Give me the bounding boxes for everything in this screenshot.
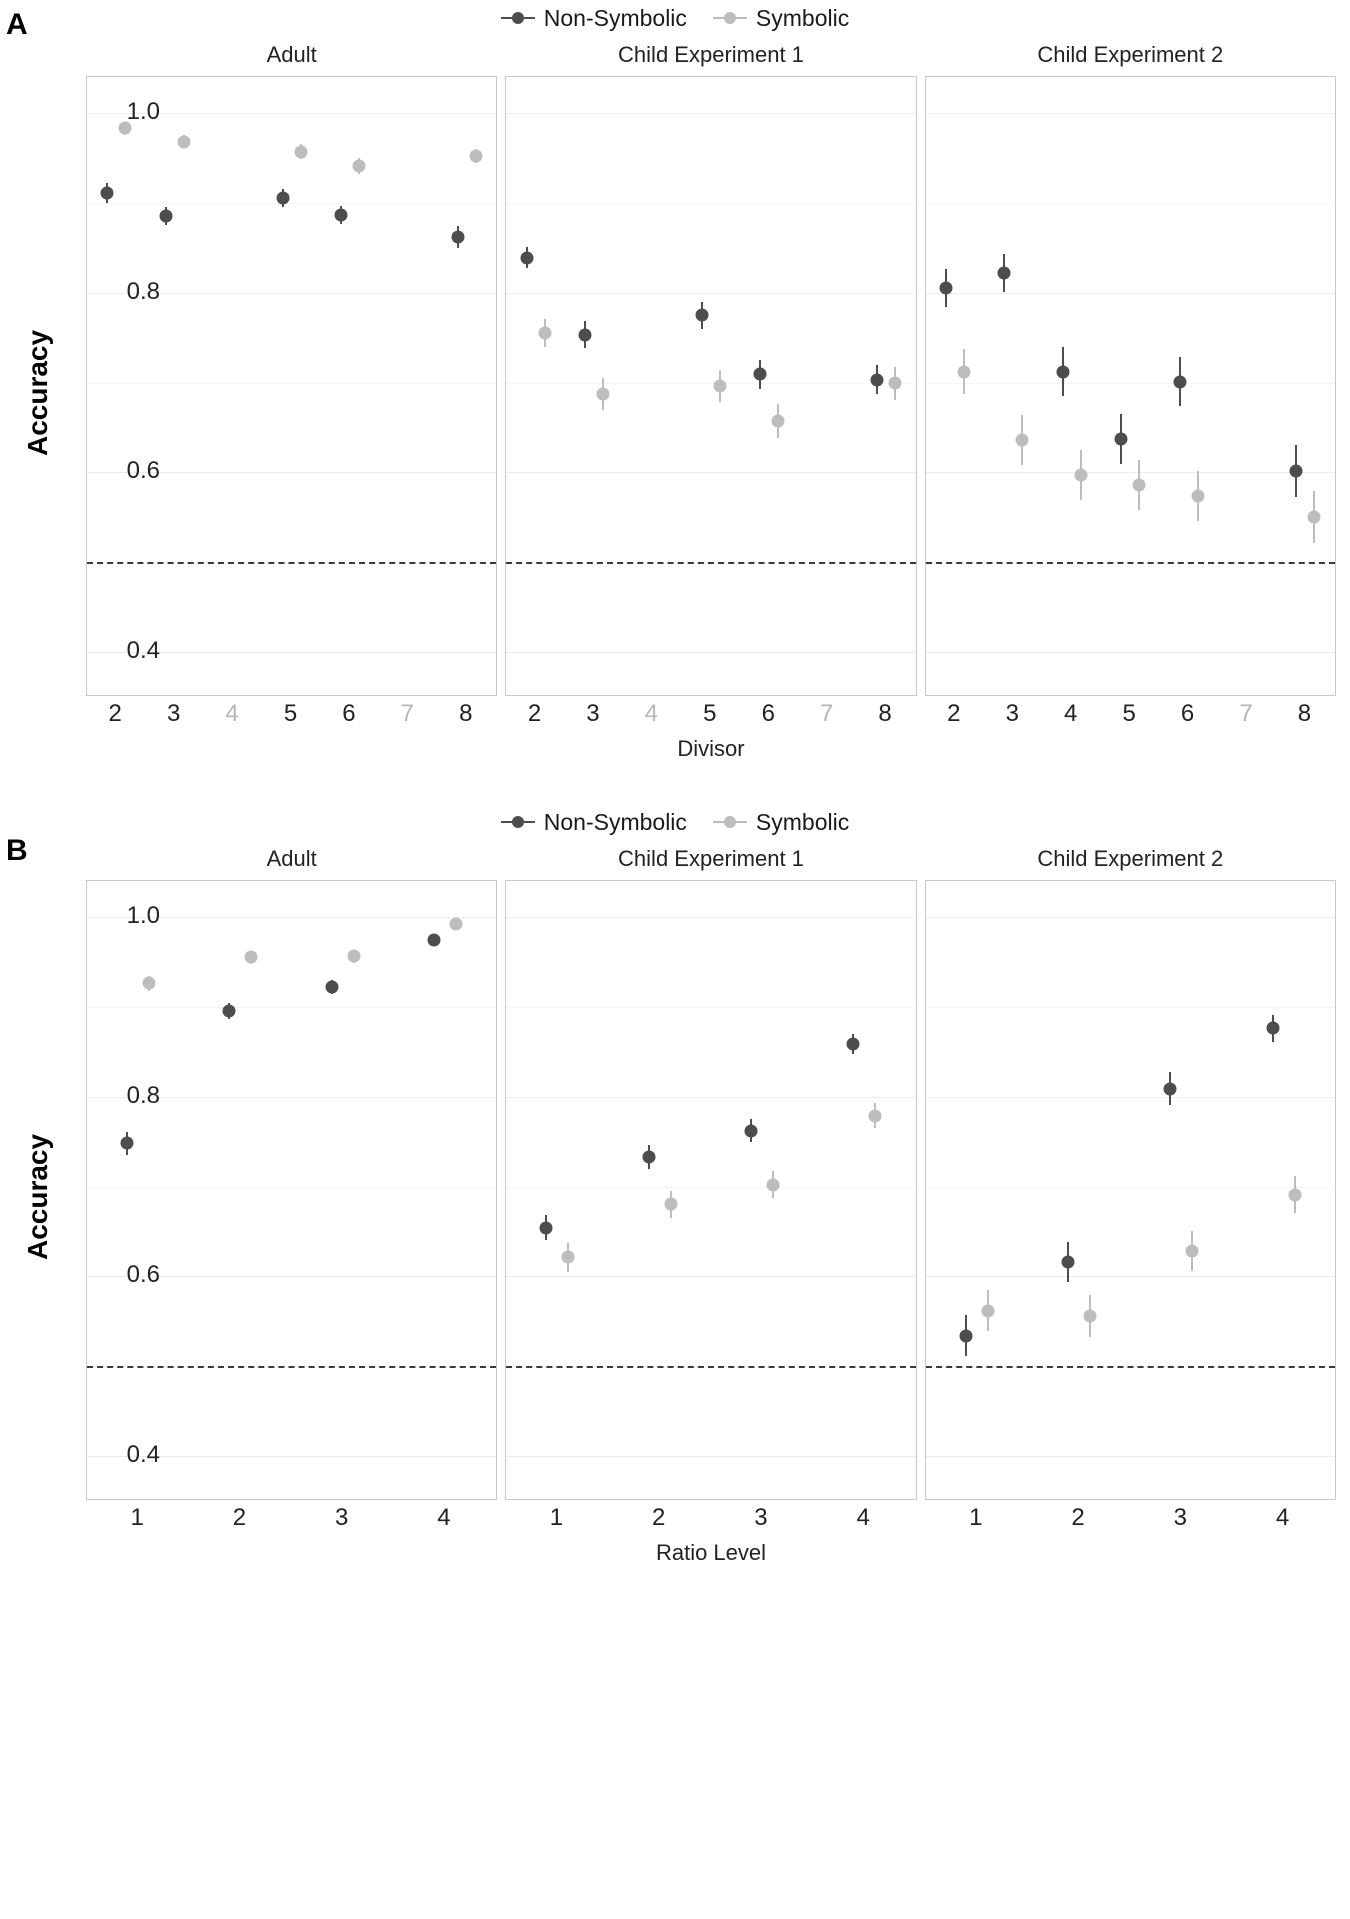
facet-strip-adult: Adult — [266, 42, 317, 67]
y-axis-title-a: Accuracy — [22, 329, 53, 456]
data-point — [578, 328, 591, 341]
data-point — [352, 159, 365, 172]
data-point — [469, 150, 482, 163]
panel-a — [0, 0, 1350, 762]
chance-level-line — [926, 1366, 1335, 1368]
y-tick-label: 0.4 — [126, 1441, 160, 1469]
gridline-minor — [87, 203, 496, 204]
data-point — [981, 1304, 994, 1317]
facet-strip-child-exp-1: Child Experiment 1 — [618, 42, 804, 67]
y-tick-label: 0.4 — [126, 637, 160, 665]
x-tick-label: 8 — [878, 700, 892, 727]
x-tick-label: 5 — [1122, 700, 1136, 727]
gridline-major — [926, 293, 1335, 294]
x-tick-label: 2 — [652, 1504, 666, 1531]
data-point — [713, 380, 726, 393]
legend-b — [0, 804, 1350, 840]
data-point — [939, 282, 952, 295]
data-point — [334, 209, 347, 222]
plot-area-b — [86, 880, 1336, 1500]
x-axis-adult-b — [86, 1500, 497, 1534]
facet-child1-a — [505, 76, 916, 696]
x-tick-label: 3 — [754, 1504, 768, 1531]
x-tick-label: 5 — [283, 700, 298, 727]
gridline-minor — [926, 203, 1335, 204]
legend-item-non-symbolic — [501, 5, 687, 32]
data-point — [1062, 1255, 1075, 1268]
data-point — [1115, 433, 1128, 446]
x-tick-label: 6 — [761, 700, 775, 727]
facet-adult-b — [86, 880, 497, 1500]
data-point — [766, 1178, 779, 1191]
gridline-minor — [506, 1007, 915, 1008]
data-point — [520, 251, 533, 264]
gridline-minor — [926, 1007, 1335, 1008]
data-point — [121, 1137, 134, 1150]
x-tick-label: 3 — [166, 700, 181, 727]
plot-area-a — [86, 76, 1336, 696]
panel-a-letter: A — [6, 8, 28, 41]
data-point — [325, 981, 338, 994]
gridline-major — [506, 917, 915, 918]
data-point — [159, 210, 172, 223]
gridline-major — [506, 652, 915, 653]
x-tick-label: 4 — [856, 1504, 870, 1531]
gridline-major — [506, 1097, 915, 1098]
data-point — [642, 1150, 655, 1163]
panel-b — [0, 804, 1350, 1566]
data-point — [869, 1109, 882, 1122]
x-axis-title-b: Ratio Level — [655, 1540, 767, 1565]
x-tick-label: 2 — [527, 700, 542, 727]
x-tick-label: 1 — [969, 1504, 983, 1531]
y-tick-label: 1.0 — [126, 901, 160, 929]
data-point — [1056, 365, 1069, 378]
data-point — [276, 192, 289, 205]
data-point — [143, 977, 156, 990]
data-point — [538, 327, 551, 340]
y-tick-label: 0.8 — [126, 1081, 160, 1109]
data-point — [1016, 434, 1029, 447]
gridline-major — [926, 472, 1335, 473]
gridline-major — [926, 917, 1335, 918]
data-point — [695, 309, 708, 322]
y-tick-label: 1.0 — [126, 97, 160, 125]
x-tick-label: 2 — [232, 1504, 247, 1531]
gridline-minor — [87, 383, 496, 384]
legend-item-non-symbolic-b — [501, 809, 687, 836]
x-tick-label: 7 — [1239, 700, 1253, 727]
x-tick-label: 4 — [1064, 700, 1078, 727]
gridline-minor — [87, 1187, 496, 1188]
x-axis-a — [86, 696, 1336, 730]
legend-marker-symbolic — [713, 17, 747, 19]
x-tick-label: 7 — [819, 700, 834, 727]
legend-label-symbolic: Symbolic — [755, 4, 850, 31]
data-point — [1173, 375, 1186, 388]
x-axis-child2-b — [925, 1500, 1336, 1534]
x-tick-label: 3 — [334, 1504, 349, 1531]
data-point — [427, 934, 440, 947]
data-point — [1266, 1022, 1279, 1035]
facet-strips-a — [86, 36, 1336, 76]
chance-level-line — [87, 562, 496, 564]
data-point — [871, 373, 884, 386]
data-point — [1290, 464, 1303, 477]
data-point — [957, 365, 970, 378]
legend-label-non-symbolic: Non-Symbolic — [543, 4, 687, 31]
facet-strip-adult-b: Adult — [266, 846, 317, 871]
x-tick-label: 4 — [437, 1504, 451, 1531]
gridline-minor — [506, 383, 915, 384]
x-tick-label: 6 — [342, 700, 356, 727]
data-point — [596, 388, 609, 401]
gridline-major — [926, 1456, 1335, 1457]
y-axis-title-b: Accuracy — [22, 1133, 53, 1260]
chance-level-line — [87, 1366, 496, 1368]
facet-child2-a — [925, 76, 1336, 696]
data-point — [754, 368, 767, 381]
data-point — [223, 1005, 236, 1018]
gridline-minor — [87, 1007, 496, 1008]
data-point — [664, 1198, 677, 1211]
data-point — [847, 1037, 860, 1050]
gridline-major — [506, 1456, 915, 1457]
gridline-major — [926, 1097, 1335, 1098]
chance-level-line — [506, 1366, 915, 1368]
panel-b-letter: B — [6, 834, 28, 867]
x-tick-label: 4 — [644, 700, 659, 727]
data-point — [294, 145, 307, 158]
x-tick-label: 2 — [108, 700, 122, 727]
legend-label-non-symbolic-b: Non-Symbolic — [543, 808, 687, 835]
y-tick-label: 0.6 — [126, 457, 160, 485]
gridline-major — [926, 1276, 1335, 1277]
data-point — [889, 377, 902, 390]
data-point — [245, 951, 258, 964]
x-tick-label: 5 — [703, 700, 717, 727]
data-point — [1164, 1082, 1177, 1095]
data-point — [1074, 469, 1087, 482]
data-point — [1191, 489, 1204, 502]
legend-item-symbolic-b — [713, 809, 849, 836]
facet-child2-b — [925, 880, 1336, 1500]
x-tick-label: 8 — [459, 700, 473, 727]
x-tick-label: 4 — [225, 700, 239, 727]
gridline-major — [926, 652, 1335, 653]
x-axis-adult-a — [86, 696, 497, 730]
facet-strips-b — [86, 840, 1336, 880]
data-point — [451, 230, 464, 243]
legend-marker-non-symbolic-b — [501, 821, 535, 823]
gridline-major — [506, 293, 915, 294]
data-point — [540, 1221, 553, 1234]
x-tick-label: 4 — [1275, 1504, 1290, 1531]
y-tick-label: 0.6 — [126, 1261, 160, 1289]
facet-strip-child-exp-2: Child Experiment 2 — [1037, 42, 1224, 67]
data-point — [562, 1251, 575, 1264]
data-point — [177, 135, 190, 148]
x-tick-label: 6 — [1180, 700, 1195, 727]
data-point — [449, 918, 462, 931]
data-point — [1288, 1188, 1301, 1201]
facet-child1-b — [505, 880, 916, 1500]
legend-label-symbolic-b: Symbolic — [755, 808, 850, 835]
legend-marker-non-symbolic — [501, 17, 535, 19]
gridline-minor — [926, 1187, 1335, 1188]
legend-a — [0, 0, 1350, 36]
data-point — [744, 1124, 757, 1137]
x-axis-child1-a — [505, 696, 916, 730]
y-tick-label: 0.8 — [126, 277, 160, 305]
x-tick-label: 2 — [1071, 1504, 1085, 1531]
data-point — [347, 950, 360, 963]
x-axis-title-a: Divisor — [677, 736, 745, 761]
data-point — [101, 186, 114, 199]
gridline-minor — [506, 1187, 915, 1188]
data-point — [1084, 1309, 1097, 1322]
legend-marker-symbolic-b — [713, 821, 747, 823]
legend-item-symbolic — [713, 5, 849, 32]
chance-level-line — [506, 562, 915, 564]
facet-adult-a — [86, 76, 497, 696]
x-axis-b — [86, 1500, 1336, 1534]
data-point — [772, 415, 785, 428]
x-tick-label: 3 — [1005, 700, 1019, 727]
x-axis-child2-a — [925, 696, 1336, 730]
facet-strip-child-exp-2-b: Child Experiment 2 — [1037, 846, 1224, 871]
data-point — [1308, 511, 1321, 524]
x-axis-child1-b — [505, 1500, 916, 1534]
x-tick-label: 2 — [947, 700, 961, 727]
x-tick-label: 3 — [1173, 1504, 1187, 1531]
x-tick-label: 8 — [1297, 700, 1312, 727]
data-point — [959, 1329, 972, 1342]
x-tick-label: 7 — [400, 700, 415, 727]
data-point — [998, 266, 1011, 279]
gridline-minor — [926, 383, 1335, 384]
gridline-minor — [506, 203, 915, 204]
data-point — [1186, 1245, 1199, 1258]
gridline-major — [506, 472, 915, 473]
x-tick-label: 1 — [130, 1504, 144, 1531]
facet-strip-child-exp-1-b: Child Experiment 1 — [618, 846, 804, 871]
x-tick-label: 1 — [549, 1504, 564, 1531]
gridline-major — [506, 1276, 915, 1277]
data-point — [1133, 478, 1146, 491]
gridline-major — [506, 113, 915, 114]
chance-level-line — [926, 562, 1335, 564]
gridline-major — [926, 113, 1335, 114]
x-tick-label: 3 — [586, 700, 600, 727]
